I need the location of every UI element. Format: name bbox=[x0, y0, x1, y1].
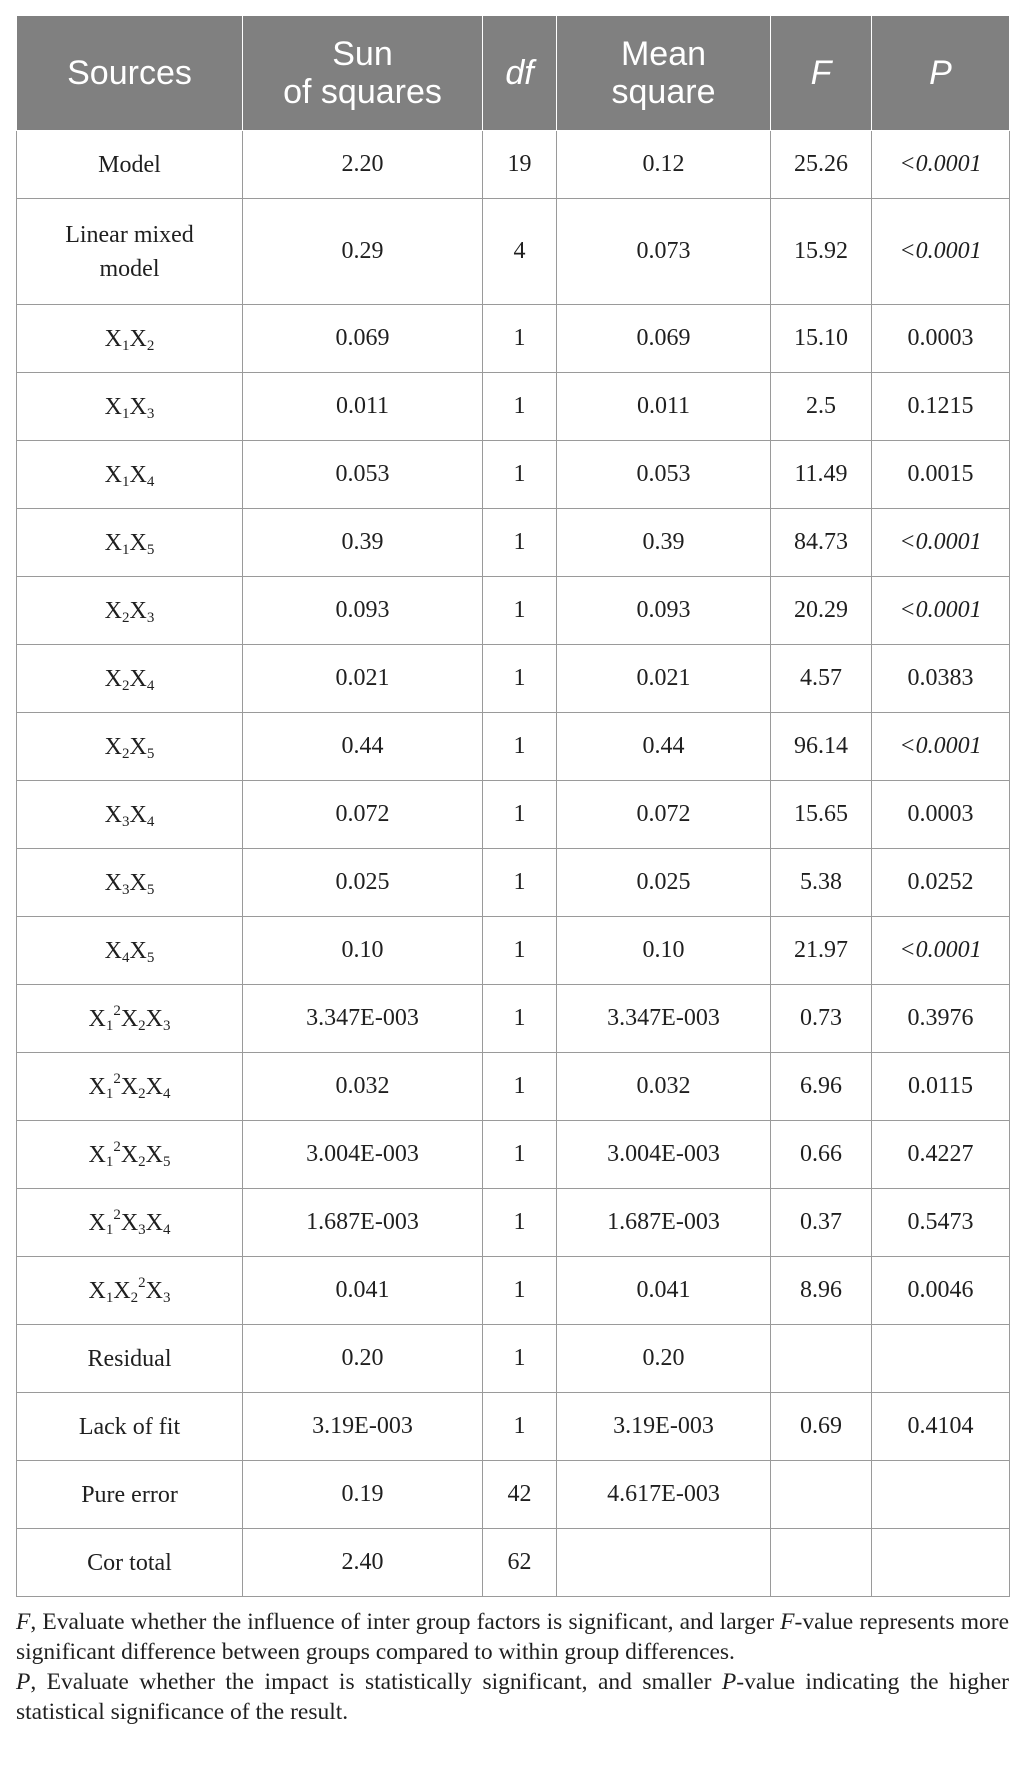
footnote-f: F, Evaluate whether the influence of inter group factors is significant, and larger F-value represents more significant difference between groups compared to within group differences. bbox=[16, 1609, 1009, 1665]
f-value-cell bbox=[771, 1529, 872, 1597]
p-value-cell bbox=[872, 1325, 1010, 1393]
sum-of-squares-cell: 1.687E-003 bbox=[243, 1189, 483, 1257]
df-cell: 1 bbox=[483, 917, 557, 985]
p-value-cell: 0.0383 bbox=[872, 645, 1010, 713]
sum-of-squares-cell: 0.011 bbox=[243, 373, 483, 441]
table-row bbox=[17, 713, 1010, 781]
df-cell: 1 bbox=[483, 305, 557, 373]
p-value-cell: 0.0252 bbox=[872, 849, 1010, 917]
sum-of-squares-cell: 3.347E-003 bbox=[243, 985, 483, 1053]
f-value-cell: 5.38 bbox=[771, 849, 872, 917]
f-value-cell: 8.96 bbox=[771, 1257, 872, 1325]
p-value-cell: 0.4104 bbox=[872, 1393, 1010, 1461]
df-cell: 1 bbox=[483, 985, 557, 1053]
f-value-cell: 20.29 bbox=[771, 577, 872, 645]
mean-square-cell bbox=[557, 1529, 771, 1597]
table-row bbox=[17, 985, 1010, 1053]
header-mean-square: Mean square bbox=[557, 16, 771, 131]
mean-square-cell: 0.053 bbox=[557, 441, 771, 509]
sum-of-squares-cell: 0.29 bbox=[243, 199, 483, 305]
source-cell: Linear mixed model bbox=[17, 199, 243, 305]
p-value-cell: <0.0001 bbox=[872, 917, 1010, 985]
df-cell: 1 bbox=[483, 373, 557, 441]
sum-of-squares-cell: 0.053 bbox=[243, 441, 483, 509]
source-cell: Model bbox=[17, 131, 243, 199]
source-cell: Cor total bbox=[17, 1529, 243, 1597]
header-sources: Sources bbox=[17, 16, 243, 131]
source-cell: $X_3X_5$ bbox=[17, 849, 243, 917]
source-cell: $X_2X_3$ bbox=[17, 577, 243, 645]
p-value-cell: 0.0003 bbox=[872, 305, 1010, 373]
table-row bbox=[17, 917, 1010, 985]
f-value-cell: 6.96 bbox=[771, 1053, 872, 1121]
sum-of-squares-cell: 0.025 bbox=[243, 849, 483, 917]
sum-of-squares-cell: 0.032 bbox=[243, 1053, 483, 1121]
df-cell: 1 bbox=[483, 1121, 557, 1189]
header-f: F bbox=[771, 16, 872, 131]
p-value-cell: <0.0001 bbox=[872, 509, 1010, 577]
f-value-cell: 0.66 bbox=[771, 1121, 872, 1189]
df-cell: 1 bbox=[483, 509, 557, 577]
mean-square-cell: 0.032 bbox=[557, 1053, 771, 1121]
sum-of-squares-cell: 0.39 bbox=[243, 509, 483, 577]
df-cell: 1 bbox=[483, 1189, 557, 1257]
mean-square-cell: 0.011 bbox=[557, 373, 771, 441]
table-row bbox=[17, 1461, 1010, 1529]
source-cell: $X_1X_2$ bbox=[17, 305, 243, 373]
table-body bbox=[17, 131, 1010, 1597]
f-value-cell: 15.65 bbox=[771, 781, 872, 849]
f-value-cell: 96.14 bbox=[771, 713, 872, 781]
df-cell: 19 bbox=[483, 131, 557, 199]
source-cell: $X_2X_5$ bbox=[17, 713, 243, 781]
mean-square-cell: 0.072 bbox=[557, 781, 771, 849]
p-value-cell: 0.0015 bbox=[872, 441, 1010, 509]
table-row bbox=[17, 131, 1010, 199]
f-value-cell: 25.26 bbox=[771, 131, 872, 199]
table-footnotes bbox=[16, 1607, 1009, 1727]
df-cell: 42 bbox=[483, 1461, 557, 1529]
mean-square-cell: 0.073 bbox=[557, 199, 771, 305]
mean-square-cell: 0.041 bbox=[557, 1257, 771, 1325]
mean-square-cell: 3.004E-003 bbox=[557, 1121, 771, 1189]
df-cell: 1 bbox=[483, 713, 557, 781]
p-value-cell: 0.1215 bbox=[872, 373, 1010, 441]
p-value-cell: 0.0046 bbox=[872, 1257, 1010, 1325]
p-value-cell: <0.0001 bbox=[872, 713, 1010, 781]
f-value-cell bbox=[771, 1461, 872, 1529]
sum-of-squares-cell: 2.20 bbox=[243, 131, 483, 199]
mean-square-cell: 0.021 bbox=[557, 645, 771, 713]
table-row bbox=[17, 373, 1010, 441]
sum-of-squares-cell: 0.093 bbox=[243, 577, 483, 645]
f-value-cell: 0.37 bbox=[771, 1189, 872, 1257]
mean-square-cell: 0.39 bbox=[557, 509, 771, 577]
p-value-cell: 0.3976 bbox=[872, 985, 1010, 1053]
source-cell: $X_1^2X_3X_4$ bbox=[17, 1189, 243, 1257]
df-cell: 1 bbox=[483, 1053, 557, 1121]
df-cell: 62 bbox=[483, 1529, 557, 1597]
mean-square-cell: 4.617E-003 bbox=[557, 1461, 771, 1529]
p-value-cell bbox=[872, 1461, 1010, 1529]
mean-square-cell: 0.069 bbox=[557, 305, 771, 373]
anova-table bbox=[16, 15, 1010, 1597]
f-value-cell: 84.73 bbox=[771, 509, 872, 577]
df-cell: 1 bbox=[483, 849, 557, 917]
f-value-cell: 0.69 bbox=[771, 1393, 872, 1461]
p-value-cell: 0.4227 bbox=[872, 1121, 1010, 1189]
df-cell: 1 bbox=[483, 645, 557, 713]
source-cell: $X_1^2X_2X_5$ bbox=[17, 1121, 243, 1189]
anova-table-container bbox=[16, 15, 1009, 1727]
source-cell: Residual bbox=[17, 1325, 243, 1393]
header-df: df bbox=[483, 16, 557, 131]
source-cell: Lack of fit bbox=[17, 1393, 243, 1461]
table-row bbox=[17, 1121, 1010, 1189]
p-value-cell: 0.0003 bbox=[872, 781, 1010, 849]
df-cell: 1 bbox=[483, 1257, 557, 1325]
table-row bbox=[17, 199, 1010, 305]
mean-square-cell: 3.19E-003 bbox=[557, 1393, 771, 1461]
mean-square-cell: 0.10 bbox=[557, 917, 771, 985]
source-cell: $X_3X_4$ bbox=[17, 781, 243, 849]
table-row bbox=[17, 577, 1010, 645]
source-cell: $X_2X_4$ bbox=[17, 645, 243, 713]
source-cell: $X_1X_5$ bbox=[17, 509, 243, 577]
sum-of-squares-cell: 3.19E-003 bbox=[243, 1393, 483, 1461]
mean-square-cell: 1.687E-003 bbox=[557, 1189, 771, 1257]
sum-of-squares-cell: 3.004E-003 bbox=[243, 1121, 483, 1189]
table-row bbox=[17, 1529, 1010, 1597]
f-value-cell: 15.10 bbox=[771, 305, 872, 373]
source-cell: $X_1^2X_2X_4$ bbox=[17, 1053, 243, 1121]
p-value-cell: <0.0001 bbox=[872, 131, 1010, 199]
table-row bbox=[17, 305, 1010, 373]
p-value-cell: <0.0001 bbox=[872, 199, 1010, 305]
mean-square-cell: 0.12 bbox=[557, 131, 771, 199]
table-row bbox=[17, 1189, 1010, 1257]
mean-square-cell: 0.093 bbox=[557, 577, 771, 645]
p-value-cell bbox=[872, 1529, 1010, 1597]
header-row bbox=[17, 16, 1010, 131]
table-row bbox=[17, 645, 1010, 713]
f-value-cell: 15.92 bbox=[771, 199, 872, 305]
mean-square-cell: 0.44 bbox=[557, 713, 771, 781]
sum-of-squares-cell: 0.20 bbox=[243, 1325, 483, 1393]
table-row bbox=[17, 849, 1010, 917]
sum-of-squares-cell: 0.041 bbox=[243, 1257, 483, 1325]
p-value-cell: 0.0115 bbox=[872, 1053, 1010, 1121]
table-header bbox=[17, 16, 1010, 131]
f-value-cell: 21.97 bbox=[771, 917, 872, 985]
f-value-cell: 11.49 bbox=[771, 441, 872, 509]
df-cell: 4 bbox=[483, 199, 557, 305]
source-cell: $X_4X_5$ bbox=[17, 917, 243, 985]
table-row bbox=[17, 1325, 1010, 1393]
footnote-p: P, Evaluate whether the impact is statistically significant, and smaller P-value indicating the higher statistical significance of the result. bbox=[16, 1669, 1009, 1725]
df-cell: 1 bbox=[483, 1393, 557, 1461]
sum-of-squares-cell: 0.072 bbox=[243, 781, 483, 849]
df-cell: 1 bbox=[483, 577, 557, 645]
source-cell: $X_1X_4$ bbox=[17, 441, 243, 509]
p-value-cell: 0.5473 bbox=[872, 1189, 1010, 1257]
sum-of-squares-cell: 0.021 bbox=[243, 645, 483, 713]
sum-of-squares-cell: 0.44 bbox=[243, 713, 483, 781]
source-cell: $X_1^2X_2X_3$ bbox=[17, 985, 243, 1053]
p-value-cell: <0.0001 bbox=[872, 577, 1010, 645]
source-cell: Pure error bbox=[17, 1461, 243, 1529]
table-row bbox=[17, 1257, 1010, 1325]
table-row bbox=[17, 1393, 1010, 1461]
table-row bbox=[17, 1053, 1010, 1121]
source-cell: $X_1X_3$ bbox=[17, 373, 243, 441]
sum-of-squares-cell: 2.40 bbox=[243, 1529, 483, 1597]
header-sum-of-squares: Sun of squares bbox=[243, 16, 483, 131]
f-value-cell: 0.73 bbox=[771, 985, 872, 1053]
table-row bbox=[17, 509, 1010, 577]
sum-of-squares-cell: 0.069 bbox=[243, 305, 483, 373]
df-cell: 1 bbox=[483, 781, 557, 849]
sum-of-squares-cell: 0.19 bbox=[243, 1461, 483, 1529]
df-cell: 1 bbox=[483, 441, 557, 509]
sum-of-squares-cell: 0.10 bbox=[243, 917, 483, 985]
mean-square-cell: 3.347E-003 bbox=[557, 985, 771, 1053]
f-value-cell: 2.5 bbox=[771, 373, 872, 441]
source-cell: $X_1X_2^2X_3$ bbox=[17, 1257, 243, 1325]
mean-square-cell: 0.20 bbox=[557, 1325, 771, 1393]
table-row bbox=[17, 441, 1010, 509]
header-p: P bbox=[872, 16, 1010, 131]
f-value-cell: 4.57 bbox=[771, 645, 872, 713]
f-value-cell bbox=[771, 1325, 872, 1393]
table-row bbox=[17, 781, 1010, 849]
mean-square-cell: 0.025 bbox=[557, 849, 771, 917]
df-cell: 1 bbox=[483, 1325, 557, 1393]
